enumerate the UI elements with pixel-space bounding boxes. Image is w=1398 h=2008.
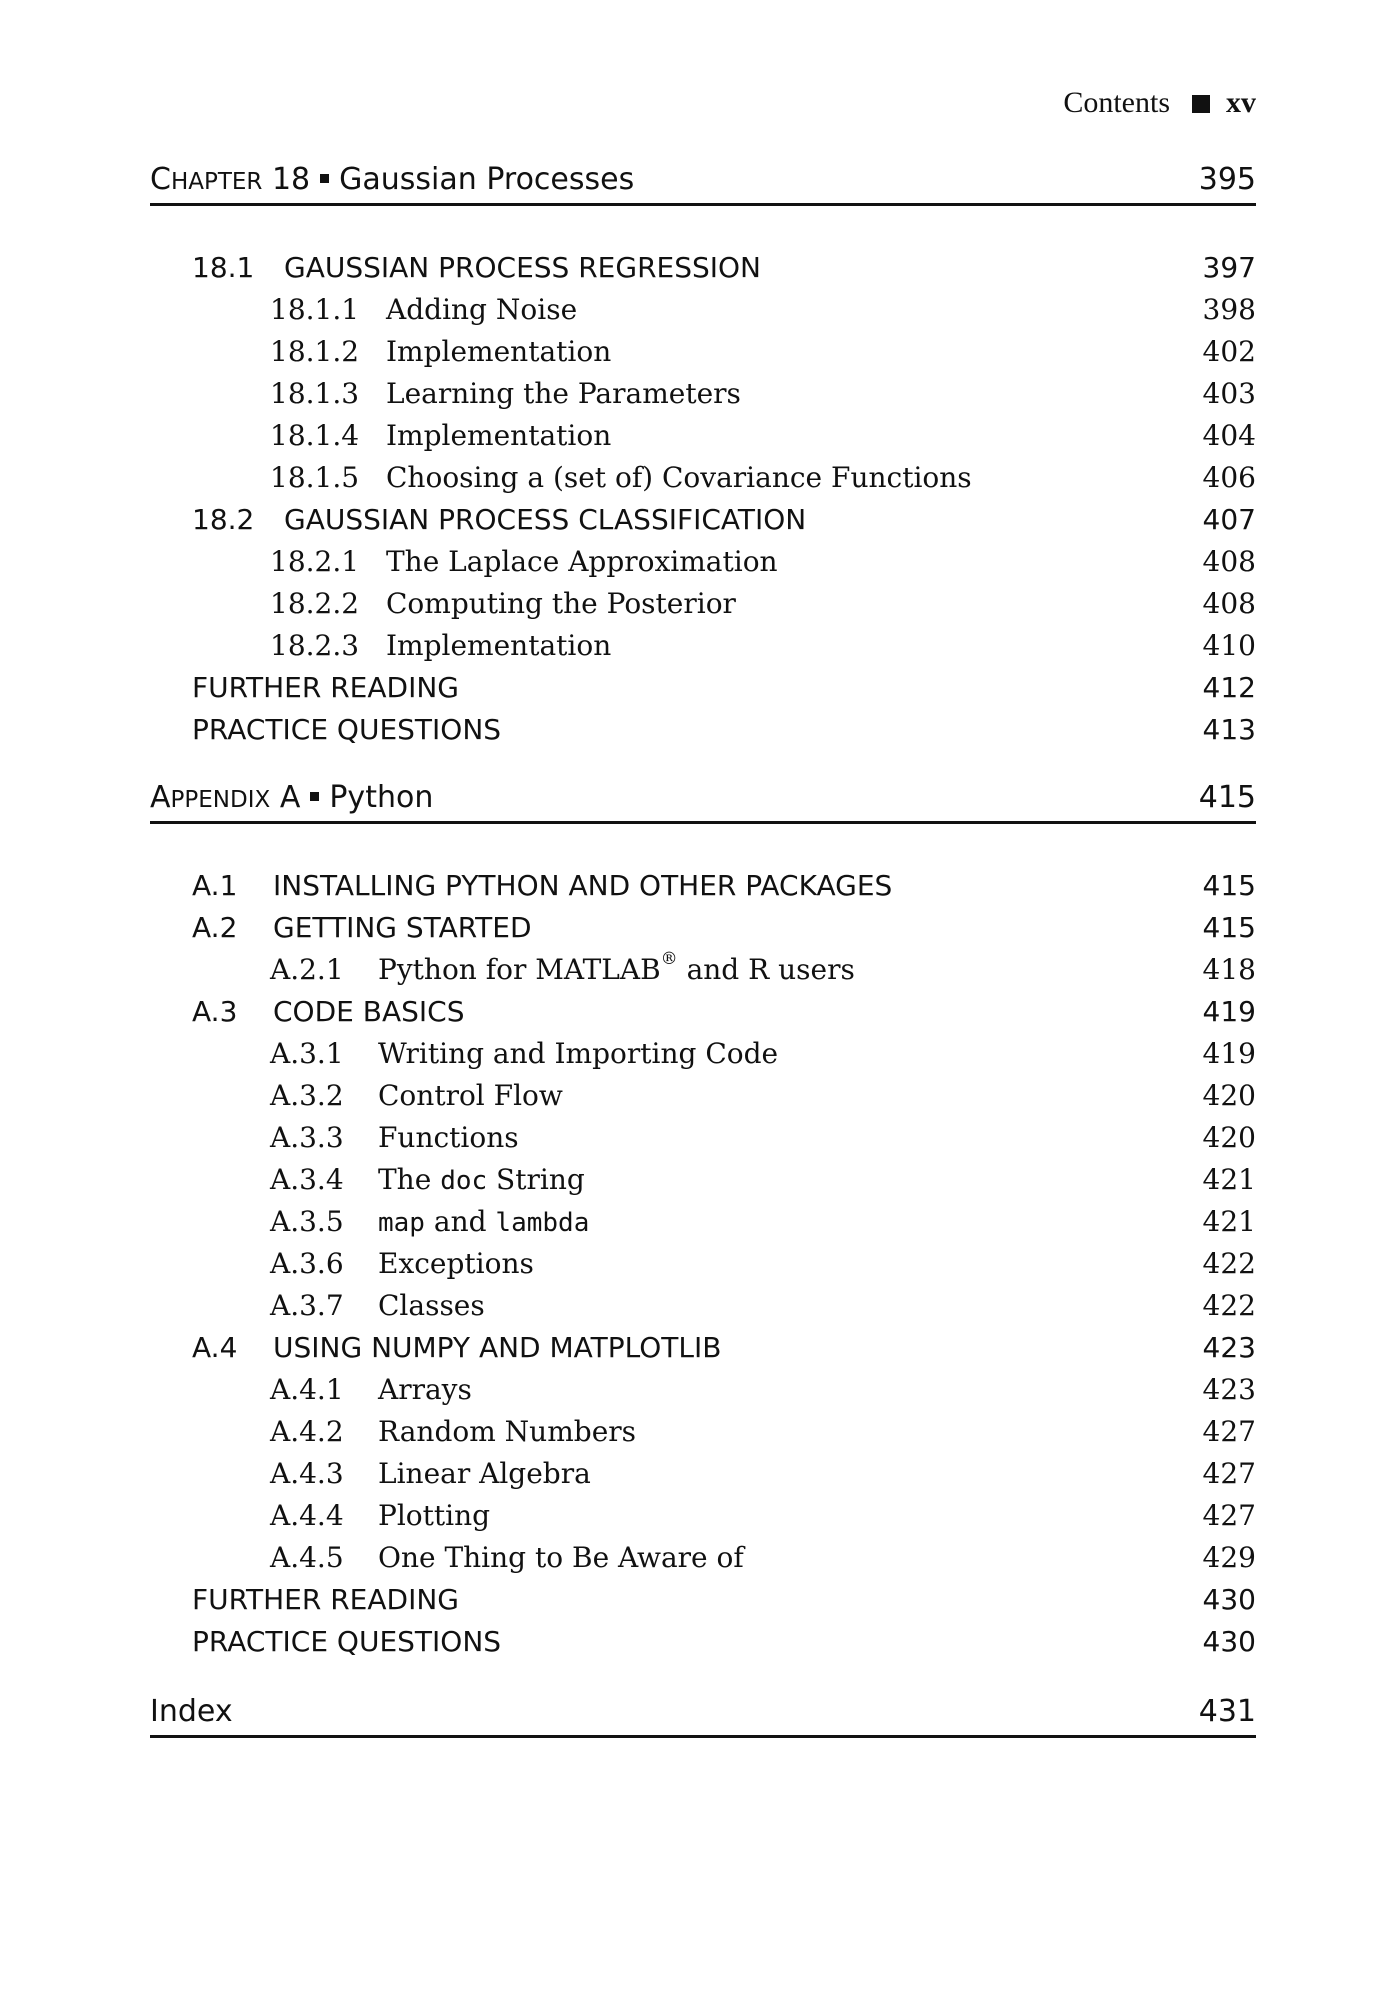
subsection-title[interactable]: Plotting <box>378 1499 491 1532</box>
section-page: 407 <box>1202 503 1256 536</box>
section-page: 415 <box>1202 869 1256 902</box>
appendix-label-rest: PPENDIX <box>170 787 271 813</box>
section-number: A.4 <box>192 1331 238 1364</box>
chapter-rule <box>150 203 1256 206</box>
section-title[interactable]: CODE BASICS <box>273 995 465 1028</box>
further-reading-page: 430 <box>1202 1583 1256 1616</box>
subsection-page: 408 <box>1202 545 1256 578</box>
subsection-number: A.3.4 <box>270 1163 344 1196</box>
subsection-number: A.4.4 <box>270 1499 344 1532</box>
subsection-title[interactable]: Classes <box>378 1289 485 1322</box>
subsection-number: A.2.1 <box>270 953 344 986</box>
subsection-page: 408 <box>1202 587 1256 620</box>
subsection-title[interactable]: Adding Noise <box>386 293 578 326</box>
subsection-title[interactable]: Control Flow <box>378 1079 563 1112</box>
subsection-page: 420 <box>1202 1079 1256 1112</box>
chapter-title: Gaussian Processes <box>339 162 635 197</box>
section-title[interactable]: GAUSSIAN PROCESS CLASSIFICATION <box>284 503 807 536</box>
appendix-title: Python <box>329 780 434 815</box>
subsection-title[interactable]: Implementation <box>386 335 612 368</box>
subsection-number: 18.2.3 <box>270 629 360 662</box>
further-reading-title[interactable]: FURTHER READING <box>192 671 459 704</box>
subsection-number: A.4.1 <box>270 1373 344 1406</box>
subsection-page: 418 <box>1202 953 1256 986</box>
section-number: A.1 <box>192 869 238 902</box>
chapter-page: 395 <box>1198 162 1256 197</box>
subsection-title[interactable] <box>378 1205 589 1238</box>
subsection-title-part: String <box>487 1163 585 1196</box>
section-page: 423 <box>1202 1331 1256 1364</box>
practice-questions-title[interactable]: PRACTICE QUESTIONS <box>192 1625 502 1658</box>
practice-questions-page: 430 <box>1202 1625 1256 1658</box>
subsection-number: 18.1.5 <box>270 461 360 494</box>
subsection-number: A.3.1 <box>270 1037 344 1070</box>
subsection-number: 18.2.1 <box>270 545 360 578</box>
chapter-label-initial: C <box>150 162 171 197</box>
subsection-title[interactable]: Linear Algebra <box>378 1457 591 1490</box>
subsection-title[interactable]: One Thing to Be Aware of <box>378 1541 744 1574</box>
square-bullet-icon <box>320 174 329 183</box>
subsection-page: 402 <box>1202 335 1256 368</box>
subsection-number: A.3.3 <box>270 1121 344 1154</box>
section-number: 18.2 <box>192 503 255 536</box>
subsection-title[interactable]: Writing and Importing Code <box>378 1037 779 1070</box>
subsection-title[interactable]: Learning the Parameters <box>386 377 741 410</box>
index-rule <box>150 1735 1256 1738</box>
subsection-title-part: The <box>378 1163 441 1196</box>
chapter-heading[interactable] <box>150 162 634 197</box>
subsection-number: 18.1.3 <box>270 377 360 410</box>
subsection-page: 422 <box>1202 1289 1256 1322</box>
subsection-page: 404 <box>1202 419 1256 452</box>
subsection-page: 410 <box>1202 629 1256 662</box>
appendix-page: 415 <box>1198 780 1256 815</box>
subsection-title-part: Python for MATLAB <box>378 953 661 986</box>
subsection-number: A.3.6 <box>270 1247 344 1280</box>
section-number: 18.1 <box>192 251 255 284</box>
subsection-title-part: and <box>424 1205 496 1238</box>
subsection-title[interactable]: The Laplace Approximation <box>386 545 778 578</box>
practice-questions-page: 413 <box>1202 713 1256 746</box>
section-title[interactable]: GAUSSIAN PROCESS REGRESSION <box>284 251 761 284</box>
further-reading-title[interactable]: FURTHER READING <box>192 1583 459 1616</box>
section-number: A.3 <box>192 995 238 1028</box>
chapter-label-rest: HAPTER <box>170 169 263 195</box>
subsection-title[interactable] <box>378 949 855 986</box>
subsection-number: A.4.2 <box>270 1415 344 1448</box>
appendix-letter: A <box>279 780 301 815</box>
subsection-number: A.3.2 <box>270 1079 344 1112</box>
subsection-page: 420 <box>1202 1121 1256 1154</box>
code-keyword: doc <box>440 1166 488 1196</box>
registered-mark: ® <box>660 949 678 969</box>
subsection-number: 18.1.1 <box>270 293 360 326</box>
subsection-number: 18.1.4 <box>270 419 360 452</box>
practice-questions-title[interactable]: PRACTICE QUESTIONS <box>192 713 502 746</box>
subsection-number: A.3.7 <box>270 1289 344 1322</box>
appendix-rule <box>150 821 1256 824</box>
appendix-heading[interactable] <box>150 780 433 815</box>
running-head-label: Contents <box>1063 86 1170 119</box>
subsection-title[interactable] <box>378 1163 585 1196</box>
section-number: A.2 <box>192 911 238 944</box>
subsection-page: 423 <box>1202 1373 1256 1406</box>
subsection-page: 427 <box>1202 1415 1256 1448</box>
subsection-page: 419 <box>1202 1037 1256 1070</box>
index-heading[interactable]: Index <box>150 1694 233 1729</box>
subsection-number: A.4.5 <box>270 1541 344 1574</box>
subsection-page: 421 <box>1202 1205 1256 1238</box>
code-keyword: lambda <box>495 1208 590 1238</box>
subsection-number: A.4.3 <box>270 1457 344 1490</box>
subsection-page: 422 <box>1202 1247 1256 1280</box>
subsection-title[interactable]: Exceptions <box>378 1247 534 1280</box>
subsection-page: 429 <box>1202 1541 1256 1574</box>
subsection-page: 406 <box>1202 461 1256 494</box>
section-title[interactable]: GETTING STARTED <box>273 911 532 944</box>
subsection-title-part: and R users <box>677 953 855 986</box>
chapter-number: 18 <box>271 162 311 197</box>
subsection-title[interactable]: Computing the Posterior <box>386 587 736 620</box>
subsection-title[interactable]: Functions <box>378 1121 519 1154</box>
subsection-page: 398 <box>1202 293 1256 326</box>
running-head <box>1063 86 1256 120</box>
subsection-title[interactable]: Implementation <box>386 629 612 662</box>
running-head-page-number: xv <box>1226 86 1256 119</box>
code-keyword: map <box>378 1208 425 1238</box>
square-bullet-icon <box>1192 95 1210 113</box>
subsection-number: 18.2.2 <box>270 587 360 620</box>
section-page: 397 <box>1202 251 1256 284</box>
subsection-title[interactable]: Implementation <box>386 419 612 452</box>
appendix-label-initial: A <box>150 780 171 815</box>
subsection-title[interactable]: Choosing a (set of) Covariance Functions <box>386 461 972 494</box>
subsection-page: 427 <box>1202 1499 1256 1532</box>
further-reading-page: 412 <box>1202 671 1256 704</box>
section-title[interactable]: INSTALLING PYTHON AND OTHER PACKAGES <box>273 869 893 902</box>
subsection-page: 403 <box>1202 377 1256 410</box>
subsection-title[interactable]: Arrays <box>378 1373 472 1406</box>
subsection-number: A.3.5 <box>270 1205 344 1238</box>
subsection-page: 421 <box>1202 1163 1256 1196</box>
subsection-title[interactable]: Random Numbers <box>378 1415 637 1448</box>
subsection-number: 18.1.2 <box>270 335 360 368</box>
section-title[interactable]: USING NUMPY AND MATPLOTLIB <box>273 1331 722 1364</box>
section-page: 419 <box>1202 995 1256 1028</box>
section-page: 415 <box>1202 911 1256 944</box>
index-page: 431 <box>1198 1694 1256 1729</box>
square-bullet-icon <box>310 792 319 801</box>
subsection-page: 427 <box>1202 1457 1256 1490</box>
